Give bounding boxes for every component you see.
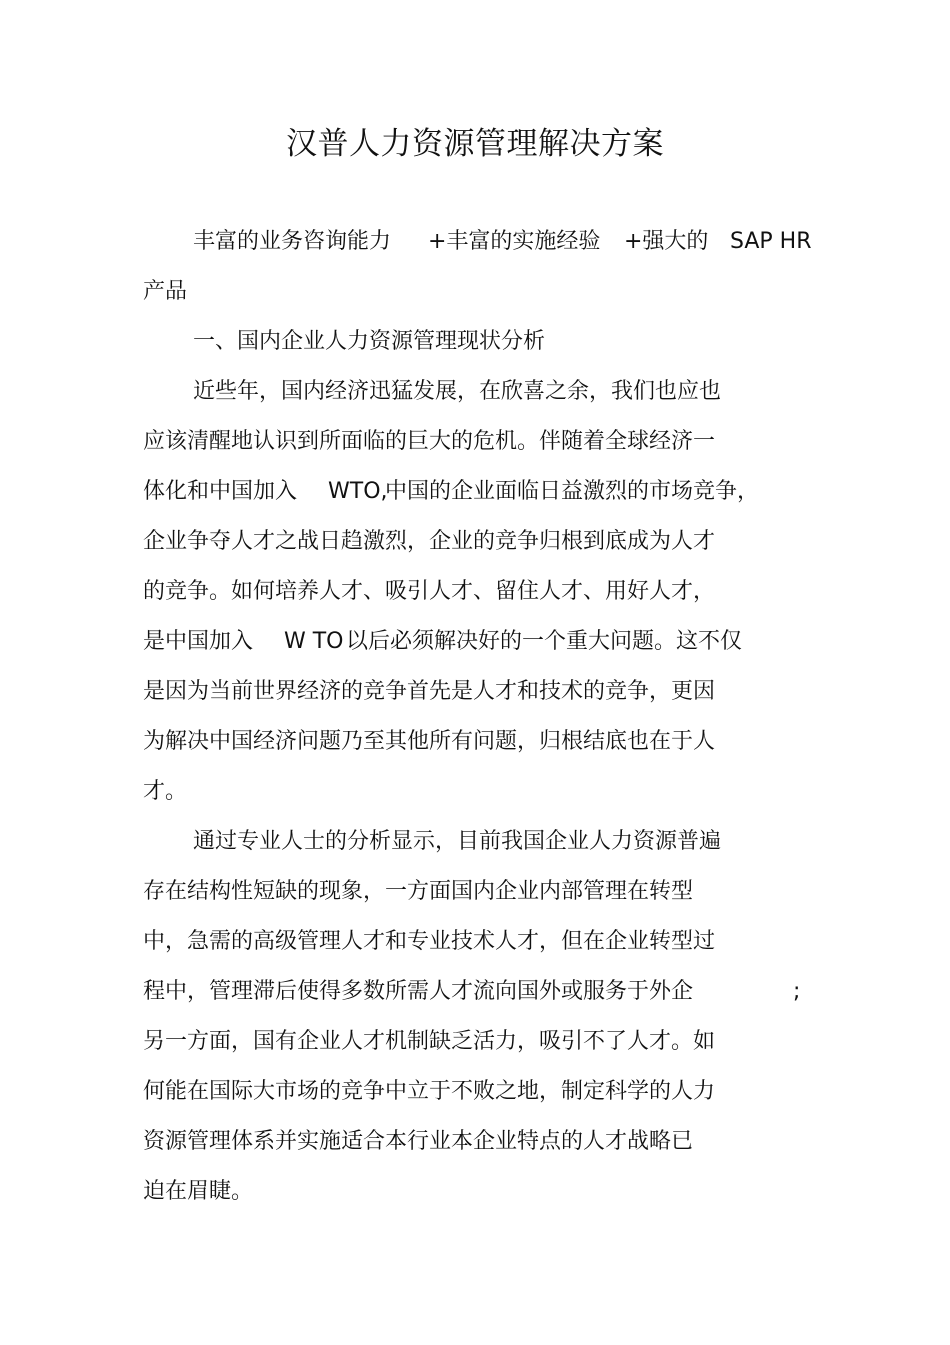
section-heading: 一、国内企业人力资源管理现状分析: [193, 329, 546, 354]
paragraph-line: 为解决中国经济问题乃至其他所有问题，归根结底也在于人: [143, 729, 716, 754]
paragraph-segment: 以后必须解决好的一个重大问题。这不仅: [346, 629, 743, 654]
paragraph-line: 通过专业人士的分析显示，目前我国企业人力资源普遍: [193, 829, 722, 854]
tagline-part-powerful: +强大的: [624, 229, 709, 254]
paragraph-line: 才。: [143, 779, 188, 804]
paragraph-line: 应该清醒地认识到所面临的巨大的危机。伴随着全球经济一: [143, 429, 716, 454]
paragraph-line: 存在结构性短缺的现象，一方面国内企业内部管理在转型: [143, 879, 694, 904]
paragraph-segment: 是中国加入: [143, 629, 254, 654]
paragraph-line: [0, 627, 950, 657]
paragraph-line: 另一方面，国有企业人才机制缺乏活力，吸引不了人才。如: [143, 1029, 716, 1054]
paragraph-line: 资源管理体系并实施适合本行业本企业特点的人才战略已: [143, 1129, 694, 1154]
paragraph-line: 是因为当前世界经济的竞争首先是人才和技术的竞争，更因: [143, 679, 716, 704]
paragraph-line: 何能在国际大市场的竞争中立于不败之地，制定科学的人力: [143, 1079, 716, 1104]
tagline-part-experience: +丰富的实施经验: [428, 229, 601, 254]
paragraph-line: 迫在眉睫。: [143, 1179, 254, 1204]
tagline-part-product: SAP HR: [730, 229, 812, 254]
document-title: 汉普人力资源管理解决方案: [286, 126, 664, 162]
paragraph-line: [0, 977, 950, 1007]
paragraph-segment: 程中，管理滞后使得多数所需人才流向国外或服务于外企: [143, 979, 694, 1004]
tagline-continuation: 产品: [143, 279, 188, 304]
paragraph-segment: ;: [793, 979, 801, 1004]
tagline-part-consulting: 丰富的业务咨询能力: [193, 229, 392, 254]
paragraph-segment: 中国的企业面临日益激烈的市场竞争，: [385, 479, 760, 504]
paragraph-line: 近些年，国内经济迅猛发展，在欣喜之余，我们也应也: [193, 379, 722, 404]
paragraph-line: [0, 477, 950, 507]
paragraph-line: 中，急需的高级管理人才和专业技术人才，但在企业转型过: [143, 929, 716, 954]
paragraph-segment: W TO: [284, 629, 344, 654]
paragraph-segment: 体化和中国加入: [143, 479, 298, 504]
paragraph-segment: WTO,: [328, 479, 388, 504]
tagline: [0, 227, 950, 257]
paragraph-line: 的竞争。如何培养人才、吸引人才、留住人才、用好人才，: [143, 579, 716, 604]
paragraph-line: 企业争夺人才之战日趋激烈，企业的竞争归根到底成为人才: [143, 529, 716, 554]
